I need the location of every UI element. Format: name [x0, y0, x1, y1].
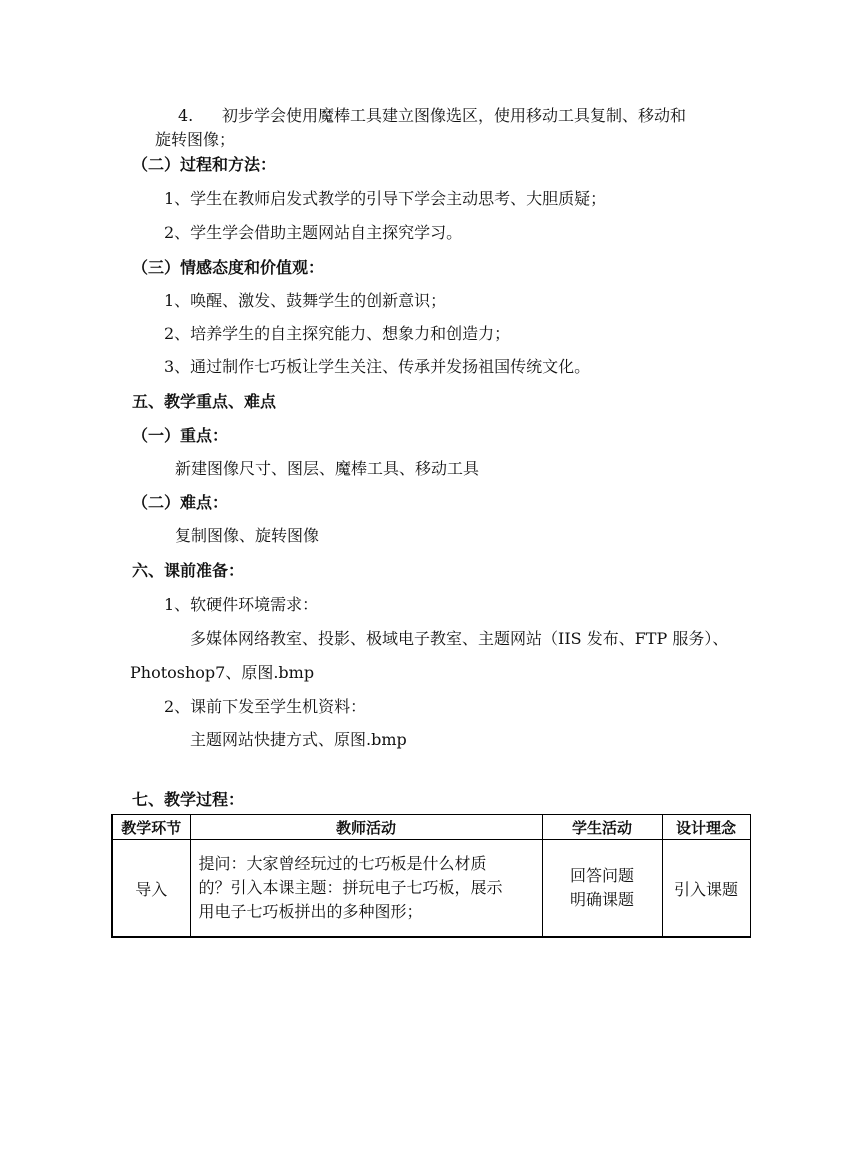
attitude-heading: （三）情感态度和价值观： [132, 258, 325, 277]
header-design-concept: 设计理念 [662, 815, 750, 840]
objective-4-number: 4. [178, 106, 194, 125]
preparation-item-1-line1: 多媒体网络教室、投影、极域电子教室、主题网站（IIS 发布、FTP 服务）、 [190, 629, 729, 648]
difficult-points-text: 复制图像、旋转图像 [175, 526, 320, 545]
attitude-item-3: 3、通过制作七巧板让学生关注、传承并发扬祖国传统文化。 [164, 357, 591, 376]
preparation-heading: 六、课前准备： [132, 561, 245, 580]
process-item-1: 1、学生在教师启发式教学的引导下学会主动思考、大胆质疑； [164, 189, 607, 208]
key-difficult-heading: 五、教学重点、难点 [132, 392, 277, 411]
design-concept-cell: 引入课题 [662, 840, 750, 938]
teaching-process-table [111, 814, 751, 938]
teacher-activity-cell [190, 840, 542, 938]
difficult-points-heading: （二）难点： [132, 493, 229, 512]
objective-4-line2: 旋转图像； [155, 130, 236, 149]
teacher-activity-line: 用电子七巧板拼出的多种图形； [198, 902, 423, 921]
preparation-item-1-line2: Photoshop7、原图.bmp [130, 663, 315, 682]
table-header-row [112, 815, 750, 840]
preparation-item-2-line1: 主题网站快捷方式、原图.bmp [190, 730, 407, 749]
attitude-item-1: 1、唤醒、激发、鼓舞学生的创新意识； [164, 291, 447, 310]
student-activity-cell [542, 840, 662, 938]
preparation-item-2: 2、课前下发至学生机资料： [164, 697, 367, 716]
preparation-item-1: 1、软硬件环境需求： [164, 595, 319, 614]
student-activity-line: 回答问题 [569, 866, 634, 885]
key-points-heading: （一）重点： [132, 426, 229, 445]
process-methods-heading: （二）过程和方法： [132, 155, 277, 174]
key-points-text: 新建图像尺寸、图层、魔棒工具、移动工具 [175, 459, 480, 478]
header-teacher-activity: 教师活动 [190, 815, 542, 840]
table-row [112, 840, 750, 938]
student-activity-line: 明确课题 [569, 890, 634, 909]
teacher-activity-line: 的？引入本课主题：拼玩电子七巧板，展示 [198, 878, 503, 897]
objective-4-line1: 初步学会使用魔棒工具建立图像选区，使用移动工具复制、移动和 [222, 106, 687, 125]
teacher-activity-line: 提问：大家曾经玩过的七巧板是什么材质 [198, 854, 487, 873]
stage-cell: 导入 [112, 840, 190, 938]
teaching-process-heading: 七、教学过程： [132, 790, 245, 809]
attitude-item-2: 2、培养学生的自主探究能力、想象力和创造力； [164, 324, 511, 343]
header-stage: 教学环节 [112, 815, 190, 840]
process-item-2: 2、学生学会借助主题网站自主探究学习。 [164, 223, 463, 242]
header-student-activity: 学生活动 [542, 815, 662, 840]
